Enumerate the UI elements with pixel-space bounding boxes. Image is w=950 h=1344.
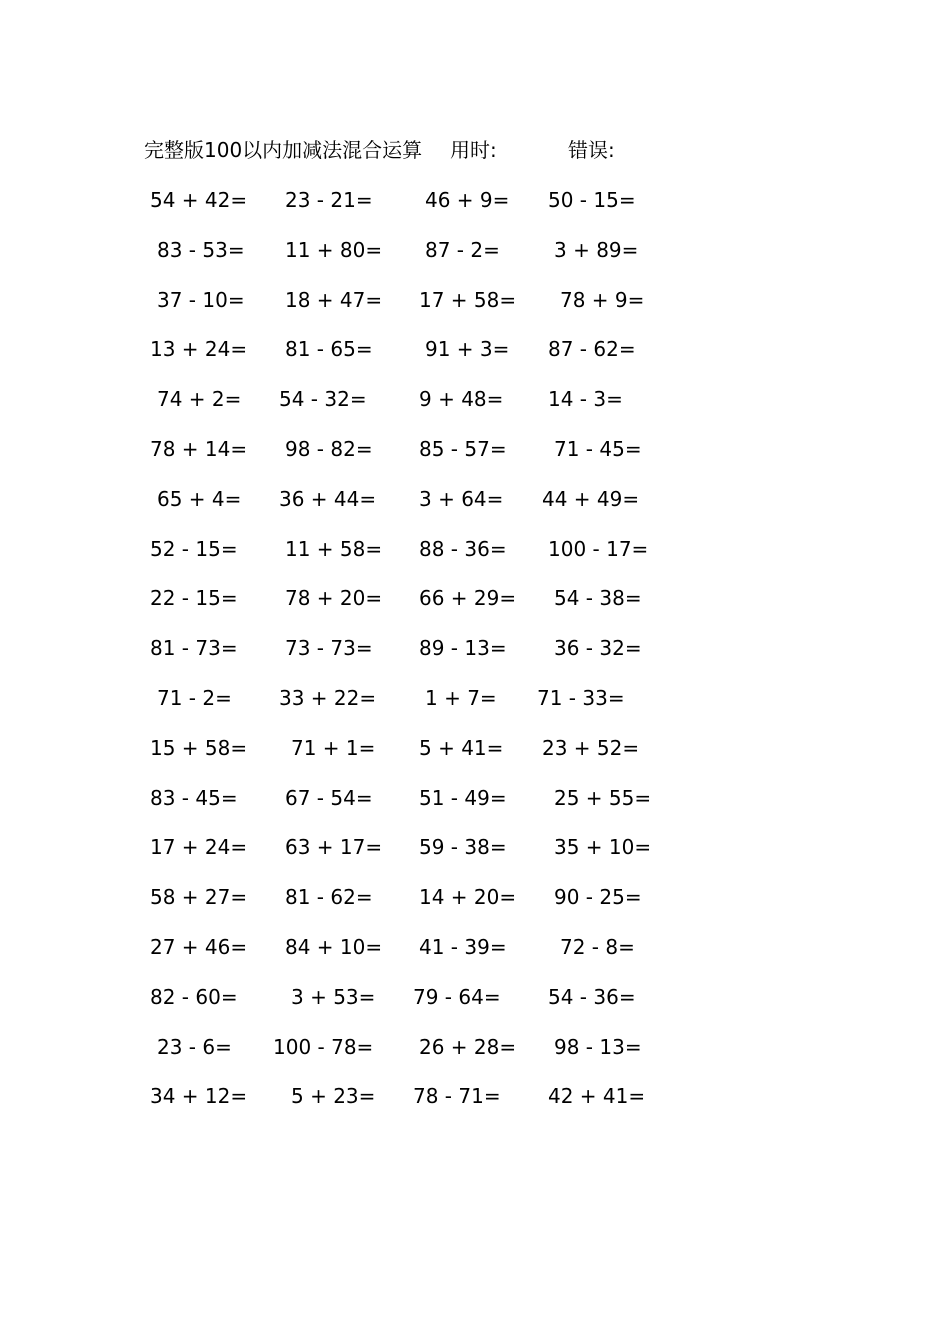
math-problem: 36 - 32= xyxy=(554,636,642,661)
problem-row xyxy=(140,236,660,286)
math-problem: 72 - 8= xyxy=(560,934,635,959)
math-problem: 98 - 82= xyxy=(285,436,373,461)
math-problem: 14 + 20= xyxy=(419,885,517,910)
math-problem: 44 + 49= xyxy=(542,486,640,511)
math-problem: 34 + 12= xyxy=(150,1084,248,1109)
math-problem: 25 + 55= xyxy=(554,785,652,810)
math-problem: 3 + 89= xyxy=(554,237,639,262)
math-problem: 1 + 7= xyxy=(425,685,497,710)
math-problem: 26 + 28= xyxy=(419,1034,517,1059)
math-problem: 14 - 3= xyxy=(548,387,623,412)
math-problem: 71 - 2= xyxy=(157,685,232,710)
math-problem: 88 - 36= xyxy=(419,536,507,561)
math-problem: 23 + 52= xyxy=(542,735,640,760)
math-problem: 5 + 41= xyxy=(419,735,504,760)
problem-row xyxy=(140,186,660,236)
math-problem: 13 + 24= xyxy=(150,337,248,362)
math-problem: 85 - 57= xyxy=(419,436,507,461)
math-problem: 91 + 3= xyxy=(425,337,510,362)
math-problem: 5 + 23= xyxy=(291,1084,376,1109)
math-problem: 73 - 73= xyxy=(285,636,373,661)
math-problem: 98 - 13= xyxy=(554,1034,642,1059)
math-problem: 33 + 22= xyxy=(279,685,377,710)
math-problem: 37 - 10= xyxy=(157,287,245,312)
math-problem: 74 + 2= xyxy=(157,387,242,412)
math-problem: 71 + 1= xyxy=(291,735,376,760)
problem-row xyxy=(140,983,660,1033)
math-problem: 52 - 15= xyxy=(150,536,238,561)
math-problem: 66 + 29= xyxy=(419,586,517,611)
math-problem: 41 - 39= xyxy=(419,934,507,959)
math-problem: 59 - 38= xyxy=(419,835,507,860)
math-problem: 51 - 49= xyxy=(419,785,507,810)
problem-row xyxy=(140,684,660,734)
math-problem: 67 - 54= xyxy=(285,785,373,810)
math-problem: 22 - 15= xyxy=(150,586,238,611)
math-problem: 78 - 71= xyxy=(413,1084,501,1109)
math-problem: 63 + 17= xyxy=(285,835,383,860)
math-problem: 89 - 13= xyxy=(419,636,507,661)
math-problem: 81 - 62= xyxy=(285,885,373,910)
problem-grid xyxy=(140,186,660,1132)
math-problem: 84 + 10= xyxy=(285,934,383,959)
math-problem: 54 - 32= xyxy=(279,387,367,412)
math-problem: 50 - 15= xyxy=(548,188,636,212)
math-problem: 83 - 45= xyxy=(150,785,238,810)
problem-row xyxy=(140,535,660,585)
problem-row xyxy=(140,286,660,336)
math-problem: 78 + 14= xyxy=(150,436,248,461)
problem-row xyxy=(140,734,660,784)
problem-row xyxy=(140,634,660,684)
problem-row xyxy=(140,1082,660,1132)
problem-row xyxy=(140,784,660,834)
math-problem: 3 + 53= xyxy=(291,984,376,1009)
math-problem: 17 + 58= xyxy=(419,287,517,312)
math-problem: 27 + 46= xyxy=(150,934,248,959)
problem-row xyxy=(140,435,660,485)
math-problem: 18 + 47= xyxy=(285,287,383,312)
math-problem: 79 - 64= xyxy=(413,984,501,1009)
math-problem: 3 + 64= xyxy=(419,486,504,511)
math-problem: 46 + 9= xyxy=(425,188,510,212)
problem-row xyxy=(140,883,660,933)
math-problem: 54 - 38= xyxy=(554,586,642,611)
problem-row xyxy=(140,833,660,883)
math-problem: 11 + 80= xyxy=(285,237,383,262)
math-problem: 54 + 42= xyxy=(150,188,248,212)
math-problem: 87 - 2= xyxy=(425,237,500,262)
math-problem: 65 + 4= xyxy=(157,486,242,511)
math-problem: 71 - 33= xyxy=(537,685,625,710)
math-problem: 78 + 20= xyxy=(285,586,383,611)
math-problem: 81 - 73= xyxy=(150,636,238,661)
math-problem: 58 + 27= xyxy=(150,885,248,910)
worksheet-title: 完整版100以内加减法混合运算 xyxy=(144,138,423,162)
math-problem: 78 + 9= xyxy=(560,287,645,312)
math-problem: 90 - 25= xyxy=(554,885,642,910)
problem-row xyxy=(140,1033,660,1083)
math-problem: 54 - 36= xyxy=(548,984,636,1009)
problem-row xyxy=(140,385,660,435)
math-problem: 82 - 60= xyxy=(150,984,238,1009)
problem-row xyxy=(140,584,660,634)
time-label: 用时: xyxy=(450,138,497,162)
math-problem: 23 - 6= xyxy=(157,1034,232,1059)
errors-label: 错误: xyxy=(568,138,615,162)
math-problem: 42 + 41= xyxy=(548,1084,646,1109)
math-problem: 9 + 48= xyxy=(419,387,504,412)
math-problem: 23 - 21= xyxy=(285,188,373,212)
math-problem: 17 + 24= xyxy=(150,835,248,860)
problem-row xyxy=(140,335,660,385)
math-problem: 100 - 78= xyxy=(273,1034,374,1059)
math-problem: 87 - 62= xyxy=(548,337,636,362)
math-problem: 36 + 44= xyxy=(279,486,377,511)
math-problem: 83 - 53= xyxy=(157,237,245,262)
math-problem: 15 + 58= xyxy=(150,735,248,760)
math-problem: 71 - 45= xyxy=(554,436,642,461)
math-problem: 81 - 65= xyxy=(285,337,373,362)
math-problem: 11 + 58= xyxy=(285,536,383,561)
problem-row xyxy=(140,933,660,983)
math-problem: 100 - 17= xyxy=(548,536,649,561)
math-problem: 35 + 10= xyxy=(554,835,652,860)
problem-row xyxy=(140,485,660,535)
